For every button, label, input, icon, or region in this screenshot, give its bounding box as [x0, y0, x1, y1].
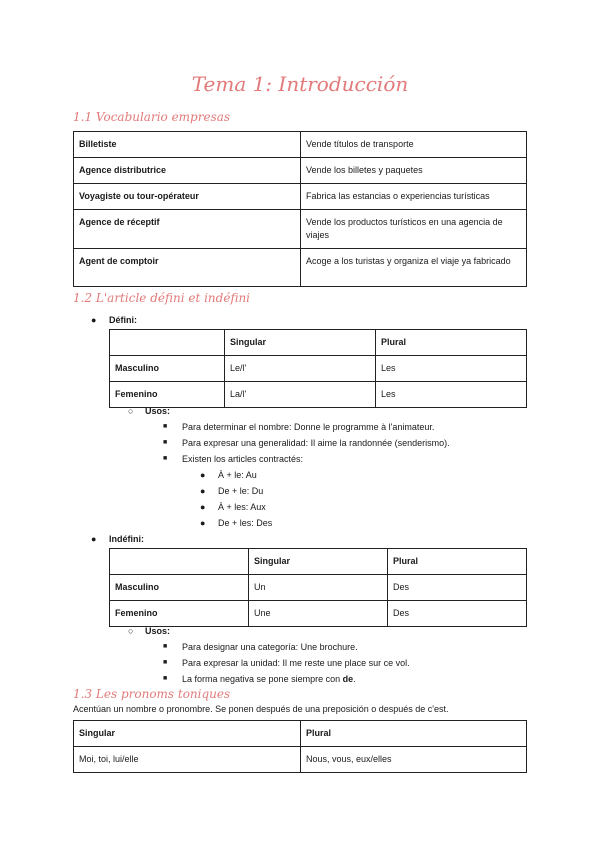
bullet-icon: ●	[200, 518, 206, 528]
circle-bullet-icon: ○	[128, 406, 134, 416]
list-item-end: .	[353, 674, 356, 684]
table-row	[110, 330, 527, 356]
header-cell	[110, 549, 249, 575]
list-item: De + les: Des	[218, 518, 273, 528]
header-cell	[110, 330, 225, 356]
square-bullet-icon: ■	[163, 439, 168, 446]
bullet-icon: ●	[91, 315, 97, 325]
square-bullet-icon: ■	[163, 659, 168, 666]
list-item: Para expresar una generalidad: Il aime la randonnée (senderismo).	[182, 438, 450, 448]
value-cell: Le/l'	[225, 356, 376, 382]
term-cell: Billetiste	[74, 132, 301, 158]
value-cell: Des	[388, 601, 527, 627]
table-row	[110, 382, 527, 408]
table-row	[74, 184, 527, 210]
square-bullet-icon: ■	[163, 423, 168, 430]
table-row	[74, 747, 527, 773]
value-cell: Un	[249, 575, 388, 601]
bullet-icon: ●	[200, 486, 206, 496]
section-heading-article: 1.2 L'article défini et indéfini	[73, 291, 251, 305]
header-cell: Singular	[249, 549, 388, 575]
header-cell: Plural	[376, 330, 527, 356]
value-cell: Les	[376, 382, 527, 408]
square-bullet-icon: ■	[163, 675, 168, 682]
indefini-table	[109, 548, 527, 627]
list-item: Existen los articles contractés:	[182, 454, 304, 464]
section-heading-pronoms: 1.3 Les pronoms toniques	[73, 687, 231, 701]
indefini-usos-label: Usos:	[145, 626, 171, 636]
list-item: À + les: Aux	[218, 502, 266, 512]
term-cell: Agent de comptoir	[74, 249, 301, 287]
square-bullet-icon: ■	[163, 643, 168, 650]
row-label-cell: Masculino	[110, 356, 225, 382]
pronoms-table	[73, 720, 527, 773]
list-item: De + le: Du	[218, 486, 264, 496]
list-item: Para designar una categoría: Une brochure.	[182, 642, 358, 652]
list-item	[182, 673, 356, 685]
circle-bullet-icon: ○	[128, 626, 134, 636]
value-cell: Une	[249, 601, 388, 627]
list-item-text: La forma negativa se pone siempre con	[182, 674, 343, 684]
page-title: Tema 1: Introducción	[191, 72, 409, 96]
definition-cell: Fabrica las estancias o experiencias turísticas	[301, 184, 527, 210]
definition-cell: Vende títulos de transporte	[301, 132, 527, 158]
pronoms-intro: Acentúan un nombre o pronombre. Se ponen después de una preposición o después de c'est.	[73, 704, 449, 714]
table-row	[74, 132, 527, 158]
row-label-cell: Femenino	[110, 382, 225, 408]
value-cell: Des	[388, 575, 527, 601]
list-item: Para expresar la unidad: Il me reste une place sur ce vol.	[182, 658, 410, 668]
value-cell: Nous, vous, eux/elles	[301, 747, 527, 773]
bold-word: de	[342, 674, 354, 684]
table-row	[110, 601, 527, 627]
list-item: À + le: Au	[218, 470, 257, 480]
table-row	[110, 575, 527, 601]
header-cell: Singular	[225, 330, 376, 356]
table-row	[110, 549, 527, 575]
term-cell: Agence de réceptif	[74, 210, 301, 249]
list-item: Para determinar el nombre: Donne le programme à l'animateur.	[182, 422, 435, 432]
value-cell: Les	[376, 356, 527, 382]
term-cell: Agence distributrice	[74, 158, 301, 184]
value-cell: La/l'	[225, 382, 376, 408]
header-cell: Singular	[74, 721, 301, 747]
header-cell: Plural	[301, 721, 527, 747]
definition-cell: Vende los productos turísticos en una agencia de viajes	[301, 210, 527, 249]
table-row	[74, 721, 527, 747]
table-row	[74, 158, 527, 184]
table-row	[74, 210, 527, 249]
bullet-icon: ●	[200, 470, 206, 480]
table-row	[110, 356, 527, 382]
defini-table	[109, 329, 527, 408]
definition-cell: Acoge a los turistas y organiza el viaje ya fabricado	[301, 249, 527, 287]
header-cell: Plural	[388, 549, 527, 575]
vocabulario-table	[73, 131, 527, 287]
square-bullet-icon: ■	[163, 455, 168, 462]
term-cell: Voyagiste ou tour-opérateur	[74, 184, 301, 210]
section-heading-vocabulario: 1.1 Vocabulario empresas	[73, 110, 231, 124]
bullet-icon: ●	[200, 502, 206, 512]
definition-cell: Vende los billetes y paquetes	[301, 158, 527, 184]
value-cell: Moi, toi, lui/elle	[74, 747, 301, 773]
defini-label: Défini:	[109, 315, 137, 325]
defini-usos-label: Usos:	[145, 406, 171, 416]
row-label-cell: Femenino	[110, 601, 249, 627]
table-row	[74, 249, 527, 287]
row-label-cell: Masculino	[110, 575, 249, 601]
bullet-icon: ●	[91, 534, 97, 544]
indefini-label: Indéfini:	[109, 534, 144, 544]
